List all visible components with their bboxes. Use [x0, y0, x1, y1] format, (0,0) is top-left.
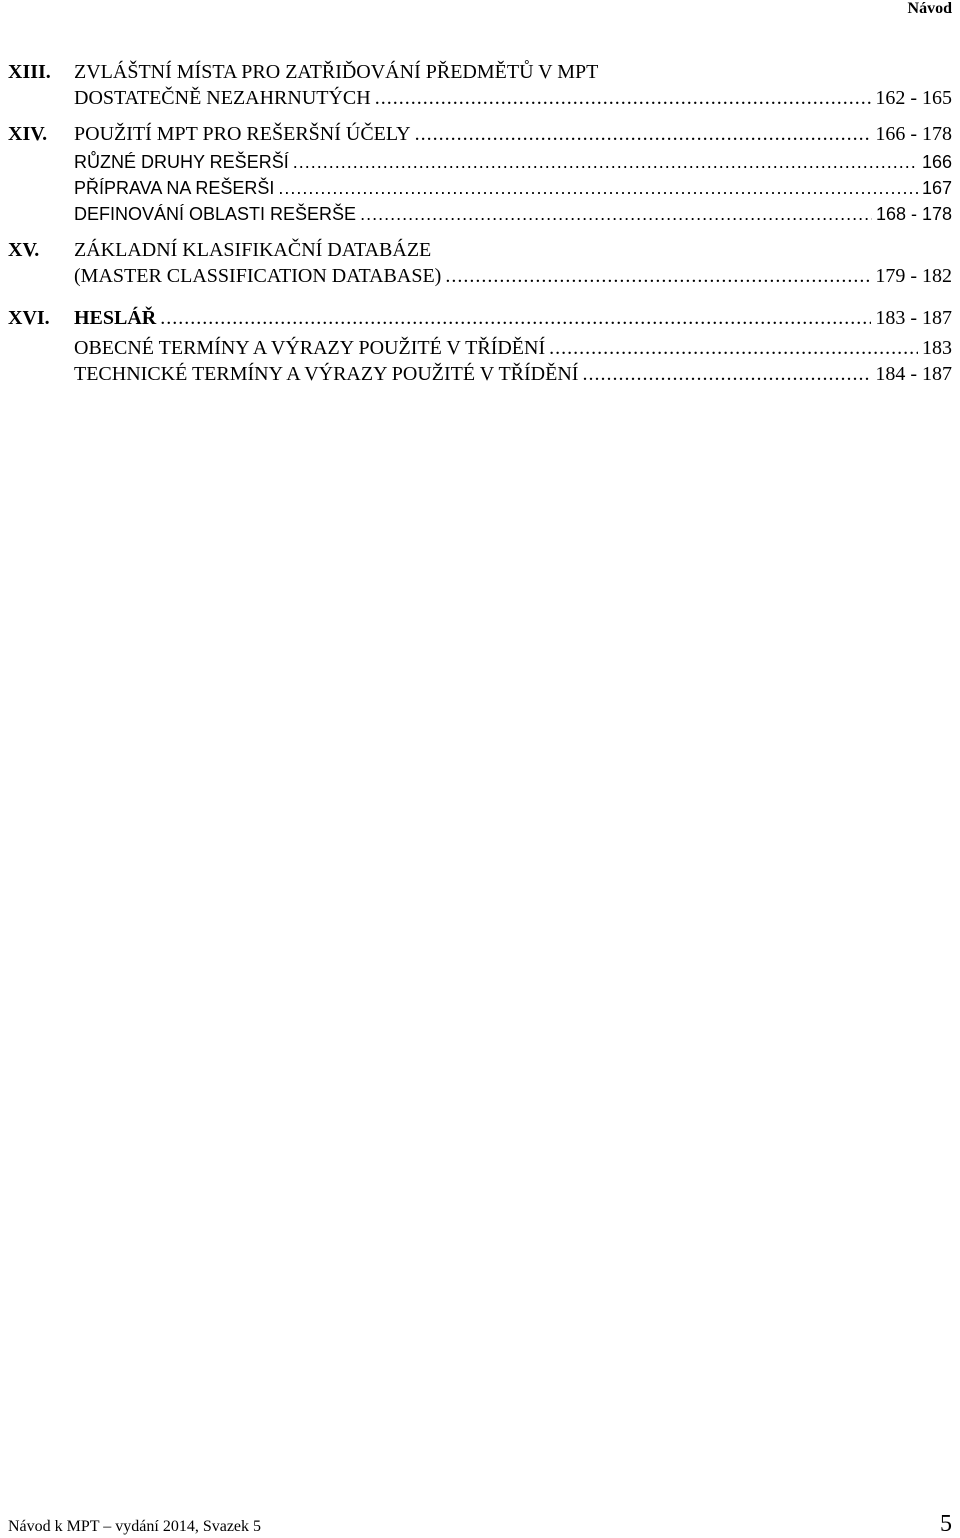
section-pages: 166 - 178 [875, 123, 952, 145]
toc-section-xiii[interactable] [8, 59, 952, 111]
page-number: 5 [940, 1511, 952, 1537]
toc-subitem[interactable] [74, 335, 952, 361]
section-pages: 162 - 165 [875, 87, 952, 109]
dot-leader [160, 305, 871, 331]
dot-leader [293, 149, 918, 175]
subitem-label: RŮZNÉ DRUHY REŠERŠÍ [74, 152, 289, 172]
toc-section-xiv[interactable] [8, 121, 952, 227]
section-title-line-1: ZVLÁŠTNÍ MÍSTA PRO ZATŘIĎOVÁNÍ PŘEDMĚTŮ V MPT [74, 61, 599, 83]
subitem-pages: 183 [922, 337, 952, 359]
toc-section-xv[interactable] [8, 237, 952, 289]
section-number: XIII. [8, 61, 51, 83]
section-number: XIV. [8, 123, 48, 145]
section-pages: 179 - 182 [875, 265, 952, 287]
section-number: XVI. [8, 307, 50, 329]
dot-leader [445, 263, 871, 289]
table-of-contents [8, 59, 952, 387]
section-pages: 183 - 187 [875, 307, 952, 329]
subitem-pages: 168 - 178 [875, 204, 952, 224]
subitem-label: TECHNICKÉ TERMÍNY A VÝRAZY POUŽITÉ V TŘÍDĚNÍ [74, 363, 579, 385]
subitem-label: DEFINOVÁNÍ OBLASTI REŠERŠE [74, 204, 357, 224]
section-title-line-1: ZÁKLADNÍ KLASIFIKAČNÍ DATABÁZE [74, 239, 432, 261]
header-label: Návod [907, 0, 952, 17]
section-number: XV. [8, 239, 40, 261]
dot-leader [278, 175, 918, 201]
dot-leader [360, 201, 872, 227]
section-title-line-2: DOSTATEČNĚ NEZAHRNUTÝCH [74, 87, 371, 109]
dot-leader [375, 85, 872, 111]
subitem-label: OBECNÉ TERMÍNY A VÝRAZY POUŽITÉ V TŘÍDĚNÍ [74, 337, 546, 359]
section-title: HESLÁŘ [74, 307, 157, 329]
footer-text: Návod k MPT – vydání 2014, Svazek 5 [8, 1518, 262, 1535]
section-title-line-2: (MASTER CLASSIFICATION DATABASE) [74, 265, 442, 287]
toc-subitem[interactable] [74, 201, 952, 227]
page-footer [8, 1512, 952, 1538]
toc-subitem[interactable] [74, 361, 952, 387]
section-title: POUŽITÍ MPT PRO REŠERŠNÍ ÚČELY [74, 123, 411, 145]
dot-leader [582, 361, 871, 387]
subitem-pages: 167 [921, 178, 952, 198]
subitem-label: PŘÍPRAVA NA REŠERŠI [74, 178, 275, 198]
toc-section-xvi[interactable] [8, 305, 952, 387]
dot-leader [415, 121, 872, 147]
toc-subitem[interactable] [74, 149, 952, 175]
dot-leader [549, 335, 918, 361]
toc-subitem[interactable] [74, 175, 952, 201]
subitem-pages: 184 - 187 [875, 363, 952, 385]
subitem-pages: 166 [921, 152, 952, 172]
